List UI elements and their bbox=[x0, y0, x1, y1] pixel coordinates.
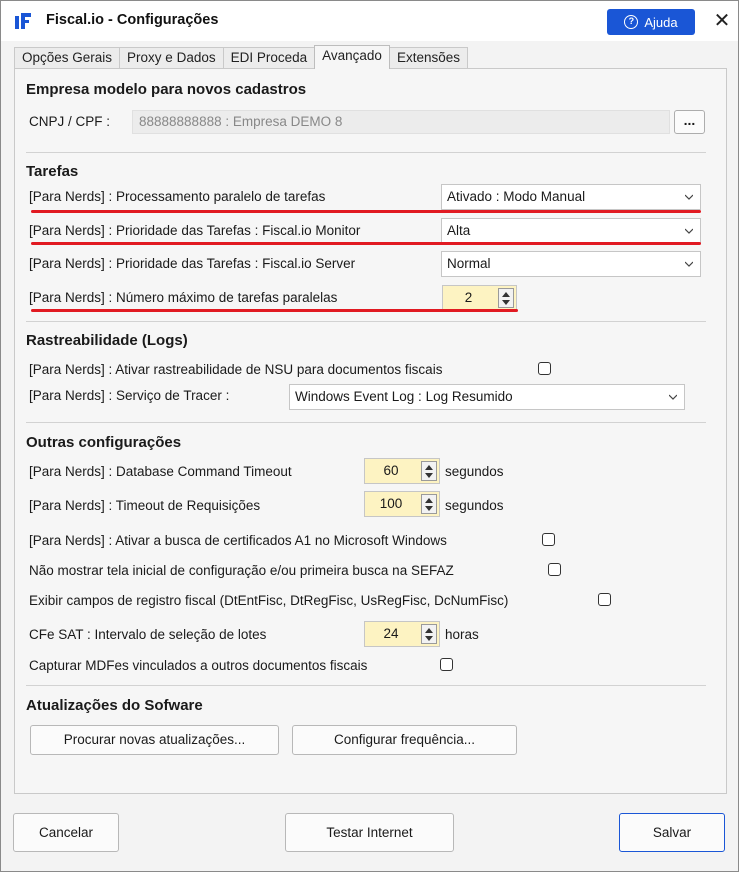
processamento-paralelo-select[interactable] bbox=[441, 184, 701, 210]
triangle-up-icon bbox=[502, 291, 510, 297]
req-timeout-unit: segundos bbox=[445, 498, 504, 513]
cfe-intervalo-label: CFe SAT : Intervalo de seleção de lotes bbox=[29, 627, 267, 642]
logs-section-title: Rastreabilidade (Logs) bbox=[26, 332, 188, 349]
max-tarefas-value: 2 bbox=[464, 290, 473, 305]
registro-fiscal-checkbox[interactable] bbox=[598, 593, 611, 606]
highlight-underline bbox=[31, 309, 518, 312]
chevron-down-icon bbox=[685, 227, 693, 235]
triangle-up-icon bbox=[425, 627, 433, 633]
window-title: Fiscal.io - Configurações bbox=[46, 12, 219, 28]
cancel-button[interactable]: Cancelar bbox=[13, 813, 119, 852]
fiscal-app-icon bbox=[14, 12, 32, 30]
tab-proxy-e-dados[interactable]: Proxy e Dados bbox=[119, 47, 224, 69]
tela-inicial-label: Não mostrar tela inicial de configuração e/ou primeira busca na SEFAZ bbox=[29, 563, 454, 578]
test-internet-button[interactable]: Testar Internet bbox=[285, 813, 454, 852]
close-icon: ✕ bbox=[713, 10, 731, 32]
triangle-up-icon bbox=[425, 464, 433, 470]
tab-avancado[interactable]: Avançado bbox=[314, 45, 390, 69]
cfe-intervalo-value: 24 bbox=[383, 626, 399, 641]
highlight-underline bbox=[31, 242, 701, 245]
configurar-frequencia-button[interactable]: Configurar frequência... bbox=[292, 725, 517, 755]
db-timeout-label: [Para Nerds] : Database Command Timeout bbox=[29, 464, 292, 479]
mdfe-label: Capturar MDFes vinculados a outros documentos fiscais bbox=[29, 658, 368, 673]
section-divider bbox=[26, 321, 706, 322]
triangle-up-icon bbox=[425, 497, 433, 503]
max-tarefas-spinner[interactable] bbox=[442, 285, 517, 311]
cnpj-field[interactable]: 88888888888 : Empresa DEMO 8 bbox=[132, 110, 670, 134]
empresa-section-title: Empresa modelo para novos cadastros bbox=[26, 81, 307, 98]
section-divider bbox=[26, 152, 706, 153]
question-circle-icon: ? bbox=[624, 15, 638, 29]
prioridade-server-value: Normal bbox=[447, 256, 491, 271]
processamento-paralelo-label: [Para Nerds] : Processamento paralelo de tarefas bbox=[29, 189, 326, 204]
cfe-intervalo-spinner[interactable] bbox=[364, 621, 440, 647]
prioridade-server-select[interactable] bbox=[441, 251, 701, 277]
tarefas-section-title: Tarefas bbox=[26, 163, 79, 180]
tracer-select[interactable] bbox=[289, 384, 685, 410]
section-divider bbox=[26, 685, 706, 686]
spinner-buttons[interactable] bbox=[421, 624, 437, 644]
cert-a1-label: [Para Nerds] : Ativar a busca de certificados A1 no Microsoft Windows bbox=[29, 533, 447, 548]
tracer-label: [Para Nerds] : Serviço de Tracer : bbox=[29, 388, 230, 403]
db-timeout-unit: segundos bbox=[445, 464, 504, 479]
db-timeout-value: 60 bbox=[383, 463, 399, 478]
tracer-value: Windows Event Log : Log Resumido bbox=[295, 389, 513, 404]
atualizacoes-section-title: Atualizações do Sofware bbox=[26, 697, 203, 714]
tab-bar bbox=[14, 45, 467, 69]
chevron-down-icon bbox=[685, 193, 693, 201]
processamento-paralelo-value: Ativado : Modo Manual bbox=[447, 189, 586, 204]
triangle-down-icon bbox=[425, 506, 433, 512]
procurar-atualizacoes-button[interactable]: Procurar novas atualizações... bbox=[30, 725, 279, 755]
prioridade-monitor-select[interactable] bbox=[441, 218, 701, 244]
title-bar bbox=[1, 1, 738, 41]
req-timeout-label: [Para Nerds] : Timeout de Requisições bbox=[29, 498, 261, 513]
triangle-down-icon bbox=[425, 636, 433, 642]
req-timeout-value: 100 bbox=[379, 496, 403, 511]
cert-a1-checkbox[interactable] bbox=[542, 533, 555, 546]
registro-fiscal-label: Exibir campos de registro fiscal (DtEntFisc, DtRegFisc, UsRegFisc, DcNumFisc) bbox=[29, 593, 509, 608]
highlight-underline bbox=[31, 210, 701, 213]
db-timeout-spinner[interactable] bbox=[364, 458, 440, 484]
section-divider bbox=[26, 422, 706, 423]
spinner-buttons[interactable] bbox=[498, 288, 514, 308]
tab-opcoes-gerais[interactable]: Opções Gerais bbox=[14, 47, 120, 69]
tab-edi-proceda[interactable]: EDI Proceda bbox=[223, 47, 316, 69]
cnpj-label: CNPJ / CPF : bbox=[29, 114, 111, 129]
triangle-down-icon bbox=[425, 473, 433, 479]
save-button[interactable]: Salvar bbox=[619, 813, 725, 852]
triangle-down-icon bbox=[502, 300, 510, 306]
close-button[interactable] bbox=[709, 9, 735, 35]
req-timeout-spinner[interactable] bbox=[364, 491, 440, 517]
help-button-label: Ajuda bbox=[644, 14, 678, 30]
chevron-down-icon bbox=[669, 393, 677, 401]
help-button[interactable] bbox=[607, 9, 695, 35]
prioridade-server-label: [Para Nerds] : Prioridade das Tarefas : Fiscal.io Server bbox=[29, 256, 356, 271]
max-tarefas-label: [Para Nerds] : Número máximo de tarefas paralelas bbox=[29, 290, 338, 305]
spinner-buttons[interactable] bbox=[421, 461, 437, 481]
advanced-tab-panel bbox=[14, 68, 727, 794]
cfe-intervalo-unit: horas bbox=[445, 627, 479, 642]
chevron-down-icon bbox=[685, 260, 693, 268]
nsu-rastreabilidade-label: [Para Nerds] : Ativar rastreabilidade de NSU para documentos fiscais bbox=[29, 362, 443, 377]
nsu-rastreabilidade-checkbox[interactable] bbox=[538, 362, 551, 375]
tela-inicial-checkbox[interactable] bbox=[548, 563, 561, 576]
prioridade-monitor-value: Alta bbox=[447, 223, 471, 238]
prioridade-monitor-label: [Para Nerds] : Prioridade das Tarefas : Fiscal.io Monitor bbox=[29, 223, 361, 238]
spinner-buttons[interactable] bbox=[421, 494, 437, 514]
outras-section-title: Outras configurações bbox=[26, 434, 182, 451]
tab-extensoes[interactable]: Extensões bbox=[389, 47, 468, 69]
mdfe-checkbox[interactable] bbox=[440, 658, 453, 671]
cnpj-lookup-button[interactable]: ... bbox=[674, 110, 705, 134]
